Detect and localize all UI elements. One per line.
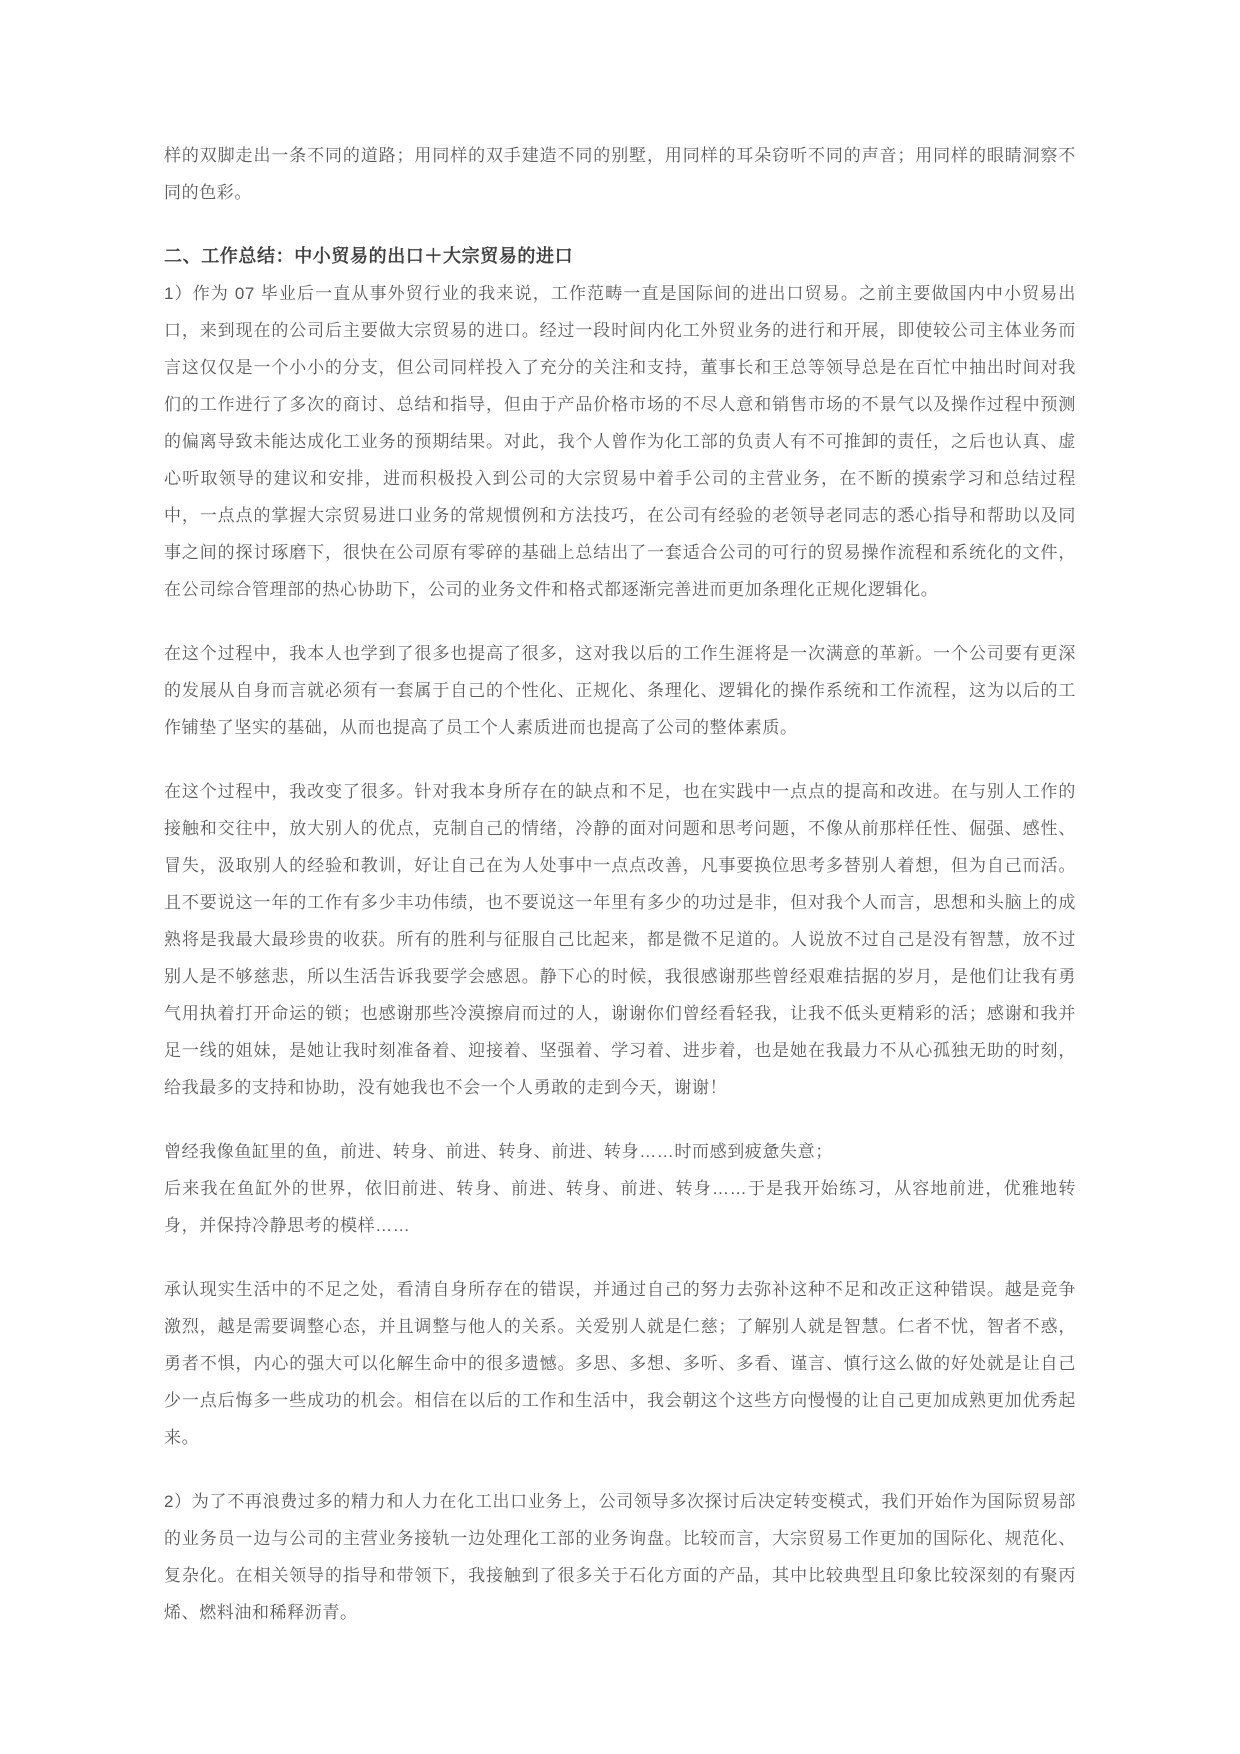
paragraph-personal-growth: 在这个过程中，我本人也学到了很多也提高了很多，这对我以后的工作生涯将是一次满意的革新。一个公司要有更深的发展从自身而言就必须有一套属于自己的个性化、正规化、条理化、逻辑化的操作系统和工作流程，这为以后的工作铺垫了坚实的基础，从而也提高了员工个人素质进而也提高了公司的整体素质。 — [164, 644, 1076, 737]
document-content — [164, 0, 1076, 1631]
paragraph-work-summary-1: 1）作为 07 毕业后一直从事外贸行业的我来说，工作范畴一直是国际间的进出口贸易。之前主要做国内中小贸易出口，来到现在的公司后主要做大宗贸易的进口。经过一段时间内化工外贸业务的进行和开展，即使较公司主体业务而言这仅仅是一个小小的分支，但公司同样投入了充分的关注和支持，董事长和王总等领导总是在百忙中抽出时间对我们的工作进行了多次的商讨、总结和指导，但由于产品价格市场的不尽人意和销售市场的不景气以及操作过程中预测的偏离导致未能达成化工业务的预期结果。对此，我个人曾作为化工部的负责人有不可推卸的责任，之后也认真、虚心听取领导的建议和安排，进而积极投入到公司的大宗贸易中着手公司的主营业务，在不断的摸索学习和总结过程中，一点点的掌握大宗贸易进口业务的常规惯例和方法技巧，在公司有经验的老领导老同志的悉心指导和帮助以及同事之间的探讨琢磨下，很快在公司原有零碎的基础上总结出了一套适合公司的可行的贸易操作流程和系统化的文件，在公司综合管理部的热心协助下，公司的业务文件和格式都逐渐完善进而更加条理化正规化逻辑化。 — [164, 284, 1076, 599]
paragraph-work-summary-2: 2）为了不再浪费过多的精力和人力在化工出口业务上，公司领导多次探讨后决定转变模式，我们开始作为国际贸易部的业务员一边与公司的主营业务接轨一边处理化工部的业务询盘。比较而言，大宗贸易工作更加的国际化、规范化、复杂化。在相关领导的指导和带领下，我接触到了很多关于石化方面的产品，其中比较典型且印象比较深刻的有聚丙烯、燃料油和稀释沥青。 — [164, 1492, 1076, 1622]
section-heading: 二、工作总结：中小贸易的出口＋大宗贸易的进口 — [164, 246, 574, 266]
fishtank-line-2: 后来我在鱼缸外的世界，依旧前进、转身、前进、转身、前进、转身……于是我开始练习，从容地前进，优雅地转身，并保持冷静思考的模样…… — [164, 1179, 1076, 1235]
fishtank-line-1: 曾经我像鱼缸里的鱼，前进、转身、前进、转身、前进、转身……时而感到疲惫失意； — [164, 1142, 833, 1161]
paragraph-fishtank-metaphor — [164, 1133, 1076, 1244]
paragraph-continued-from-previous-page: 样的双脚走出一条不同的道路；用同样的双手建造不同的别墅，用同样的耳朵窃听不同的声音；用同样的眼睛洞察不同的色彩。 — [164, 146, 1076, 202]
paragraph-acknowledge-shortcomings: 承认现实生活中的不足之处，看清自身所存在的错误，并通过自己的努力去弥补这种不足和改正这种错误。越是竞争激烈，越是需要调整心态，并且调整与他人的关系。关爱别人就是仁慈；了解别人就是智慧。仁者不忧，智者不惑，勇者不惧，内心的强大可以化解生命中的很多遗憾。多思、多想、多听、多看、谨言、慎行这么做的好处就是让自己少一点后悔多一些成功的机会。相信在以后的工作和生活中，我会朝这个这些方向慢慢的让自己更加成熟更加优秀起来。 — [164, 1280, 1076, 1447]
paragraph-self-reflection: 在这个过程中，我改变了很多。针对我本身所存在的缺点和不足，也在实践中一点点的提高和改进。在与别人工作的接触和交往中，放大别人的优点，克制自己的情绪，冷静的面对问题和思考问题，不像从前那样任性、倔强、感性、冒失，汲取别人的经验和教训，好让自己在为人处事中一点点改善，凡事要换位思考多替别人着想，但为自己而活。且不要说这一年的工作有多少丰功伟绩，也不要说这一年里有多少的功过是非，但对我个人而言，思想和头脑上的成熟将是我最大最珍贵的收获。所有的胜利与征服自己比起来，都是微不足道的。人说放不过自己是没有智慧，放不过别人是不够慈悲，所以生活告诉我要学会感恩。静下心的时候，我很感谢那些曾经艰难拮据的岁月，是他们让我有勇气用执着打开命运的锁；也感谢那些冷漠擦肩而过的人，谢谢你们曾经看轻我，让我不低头更精彩的活；感谢和我并足一线的姐妹，是她让我时刻准备着、迎接着、坚强着、学习着、进步着，也是她在我最力不从心孤独无助的时刻，给我最多的支持和协助，没有她我也不会一个人勇敢的走到今天，谢谢！ — [164, 782, 1076, 1097]
